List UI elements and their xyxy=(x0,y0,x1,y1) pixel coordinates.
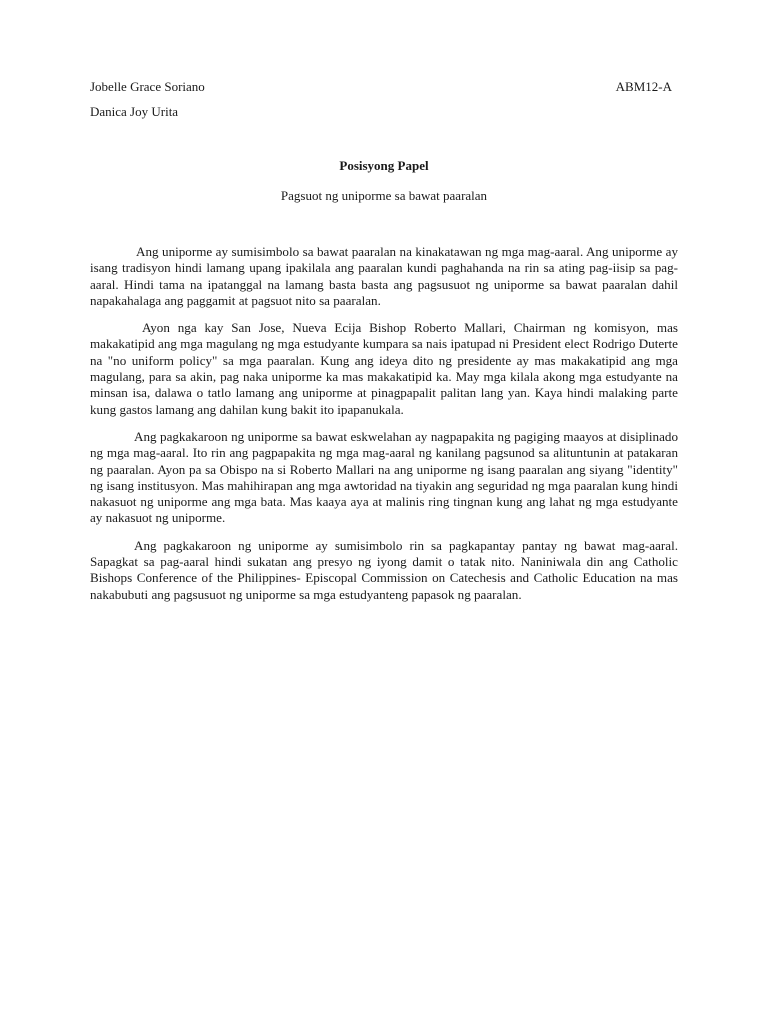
body-paragraph-1: Ang uniporme ay sumisimbolo sa bawat paaralan na kinakatawan ng mga mag-aaral. Ang uniporme ay isang tradisyon hindi lamang upang ipakilala ang paaralan kundi paghahanda na rin sa ating pag-iisip sa pag-aaral. Hindi tama na ipatanggal na lamang basta basta ang pagsusuot ng uniporme sa bawat paaralan dahil napakahalaga ang paggamit at pagsuot nito sa paaralan. xyxy=(90,244,678,308)
author-name-1: Jobelle Grace Soriano xyxy=(90,79,205,94)
document-subtitle: Pagsuot ng uniporme sa bawat paaralan xyxy=(280,188,488,203)
document-title: Posisyong Papel xyxy=(339,158,429,173)
body-paragraph-4: Ang pagkakaroon ng uniporme ay sumisimbolo rin sa pagkapantay pantay ng bawat mag-aaral. Sapagkat sa pag-aaral hindi sukatan ang presyo ng iyong damit o tatak nito. Naniniwala din ang Catholic Bishops Conference of the Philippines- Episcopal Commission on Catechesis and Catholic Education na mas nakabubuti ang pagsusuot ng uniporme sa mga estudyanteng papasok ng paaralan. xyxy=(90,537,678,602)
body-paragraph-3: Ang pagkakaroon ng uniporme sa bawat eskwelahan ay nagpapakita ng pagiging maayos at disiplinado ng mga mag-aaral. Ito rin ang pagpapakita ng mga mag-aaral ng kanilang pagsunod sa alituntunin at patakaran ng paaralan. Ayon pa sa Obispo na si Roberto Mallari na ang uniporme ng isang paaralan ang siyang "identity" ng isang institusyon. Mas mahihirapan ang mga awtoridad na tiyakin ang seguridad ng mga paaralan kung hindi nakasuot ng uniporme ang mga bata. Mas kaaya aya at malinis ring tingnan kung ang lahat ng mga estudyante ay nakasuot ng uniporme. xyxy=(90,428,678,526)
body-paragraph-2: Ayon nga kay San Jose, Nueva Ecija Bishop Roberto Mallari, Chairman ng komisyon, mas makakatipid ang mga magulang ng mga estudyante kumpara sa nais ipatupad ni President elect Rodrigo Duterte na "no uniform policy" sa mga paaralan. Kung ang ideya dito ng presidente ay mas makakatipid ang mga magulang, para sa akin, pag naka uniporme ka mas makakatipid ka. May mga kilala akong mga estudyante na minsan isa, dalawa o tatlo lamang ang uniporme at pinagpapalit palitan lang yan. Kaya hindi malaking parte kung gastos lamang ang dahilan kung bakit ito ipapanukala. xyxy=(90,320,678,417)
author-name-2: Danica Joy Urita xyxy=(90,104,179,119)
class-section-label: ABM12-A xyxy=(615,79,672,94)
document-body xyxy=(90,244,678,614)
